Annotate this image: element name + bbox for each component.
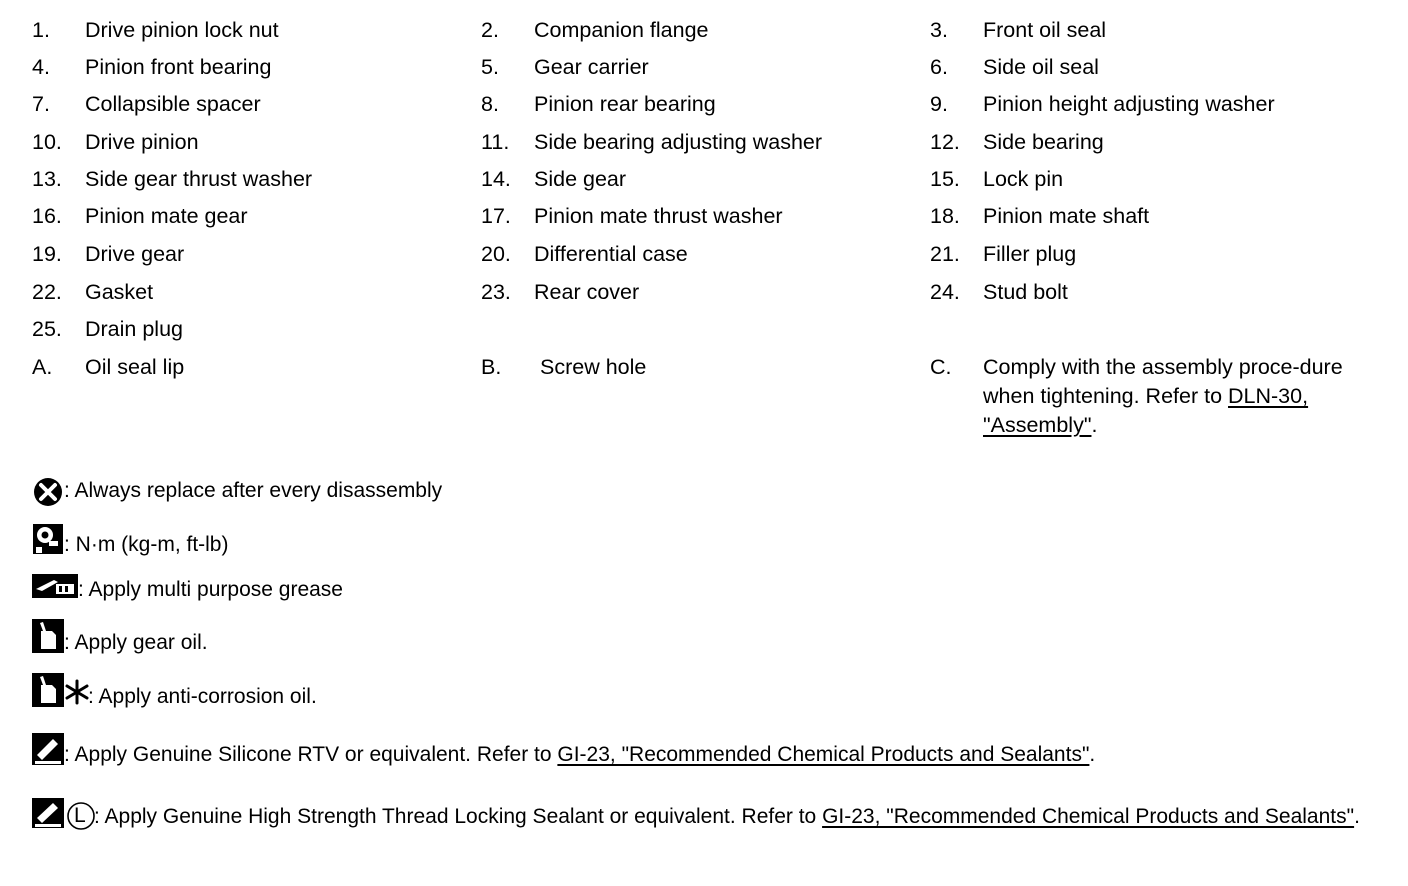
part-number: 9. [930,92,948,116]
part-number: 19. [32,242,62,266]
note-c-letter: C. [930,355,952,379]
part-number: 20. [481,242,511,266]
part-number: 3. [930,18,948,42]
part-number: 24. [930,280,960,304]
part-name: Side gear [534,167,627,191]
part-number: 14. [481,167,511,191]
part-number: 16. [32,204,62,228]
part-name: Gear carrier [534,55,649,79]
grease-gun-icon [32,574,78,606]
part-name: Side bearing [983,130,1104,154]
note-c-text [983,353,1368,440]
part-number: 7. [32,92,50,116]
part-number: 13. [32,167,62,191]
part-number: 21. [930,242,960,266]
part-name: Collapsible spacer [85,92,261,116]
part-number: 4. [32,55,50,79]
note-c-link[interactable]: DLN-30, "Assembly" [983,384,1309,437]
part-name: Differential case [534,242,688,266]
symbol-replace-text: : Always replace after every disassembly [64,479,443,502]
sealant-tube-icon [32,733,64,773]
part-number: 22. [32,280,62,304]
symbol-anticorrosion-text: : Apply anti-corrosion oil. [88,685,317,708]
part-name: Pinion rear bearing [534,92,716,116]
note-a-letter: A. [32,355,53,379]
part-name: Side oil seal [983,55,1099,79]
part-name: Front oil seal [983,18,1107,42]
note-b-letter: B. [481,355,502,379]
part-number: 2. [481,18,499,42]
part-number: 10. [32,130,62,154]
part-name: Side bearing adjusting washer [534,130,823,154]
symbol-thread-lock-text-after: . [1354,805,1360,828]
part-number: 5. [481,55,499,79]
part-name: Gasket [85,280,154,304]
part-number: 1. [32,18,50,42]
symbol-silicone-link[interactable]: GI-23, "Recommended Chemical Products and Sealants" [557,743,1090,766]
part-number: 12. [930,130,960,154]
symbol-silicone-text-after: . [1089,743,1096,766]
part-name: Pinion mate shaft [983,204,1150,228]
part-name: Drive pinion lock nut [85,18,279,42]
part-name: Drain plug [85,317,183,341]
symbol-silicone-text [64,741,1095,769]
torque-wrench-icon [32,523,64,563]
symbol-silicone-text-before: : Apply Genuine Silicone RTV or equivalent. Refer to [64,743,558,766]
part-number: 6. [930,55,948,79]
oil-can-asterisk-icon [32,673,90,715]
part-name: Rear cover [534,280,640,304]
symbol-grease-text: : Apply multi purpose grease [78,578,343,601]
part-name: Side gear thrust washer [85,167,313,191]
part-number: 18. [930,204,960,228]
part-number: 8. [481,92,499,116]
lock-letter-icon: L [74,804,86,827]
part-number: 25. [32,317,62,341]
note-c-text-before: Comply with the assembly proce-dure when tightening. Refer to [983,355,1343,408]
part-number: 17. [481,204,511,228]
part-number: 15. [930,167,960,191]
part-number: 23. [481,280,511,304]
part-name: Pinion mate thrust washer [534,204,783,228]
symbol-thread-lock-text-before: : Apply Genuine High Strength Thread Locking Sealant or equivalent. Refer to [94,805,823,828]
symbol-torque-text: : N·m (kg-m, ft-lb) [64,533,229,556]
note-a-text: Oil seal lip [85,355,185,379]
part-name: Lock pin [983,167,1064,191]
part-name: Filler plug [983,242,1077,266]
part-name: Pinion front bearing [85,55,272,79]
part-name: Pinion height adjusting washer [983,92,1275,116]
part-name: Drive gear [85,242,185,266]
note-b-text: Screw hole [540,355,647,379]
symbol-thread-lock-link[interactable]: GI-23, "Recommended Chemical Products and Sealants" [822,805,1355,828]
symbol-thread-lock-text [32,800,1372,834]
part-name: Pinion mate gear [85,204,248,228]
part-name: Companion flange [534,18,709,42]
part-number: 11. [481,130,510,154]
part-name: Stud bolt [983,280,1068,304]
part-name: Drive pinion [85,130,199,154]
circle-x-icon [32,477,64,515]
note-c-text-after: . [1091,413,1098,437]
symbol-gear-oil-text: : Apply gear oil. [64,631,208,654]
oil-can-icon [32,619,64,661]
